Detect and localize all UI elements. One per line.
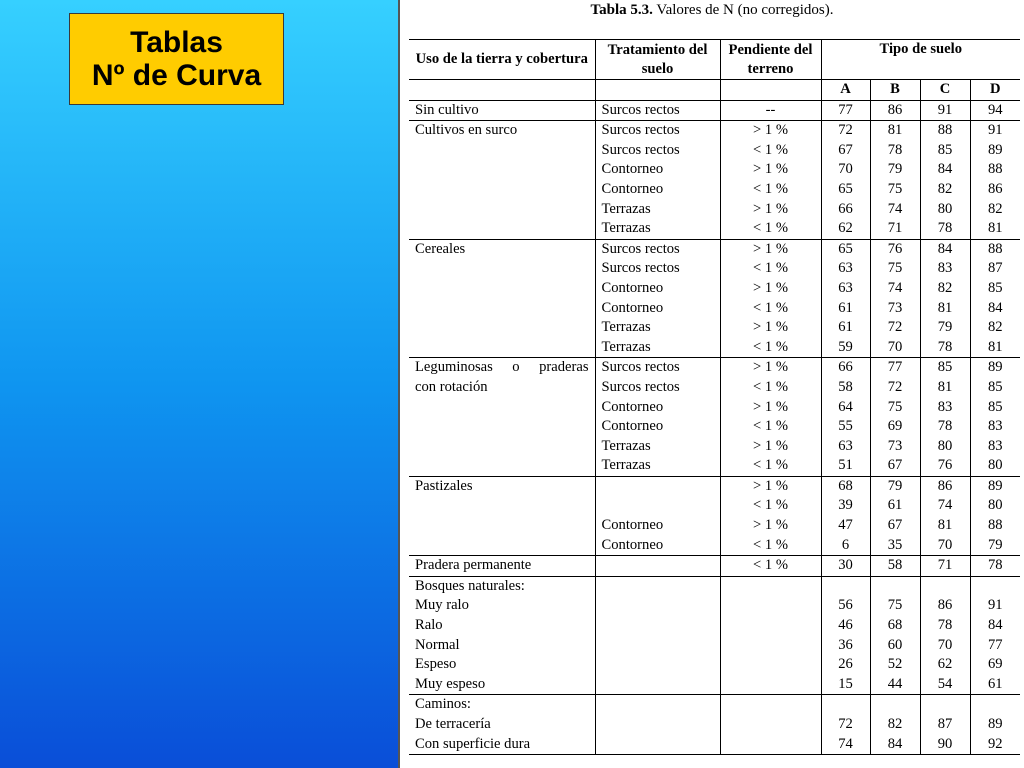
table-caption-text: Valores de N (no corregidos). bbox=[652, 2, 834, 18]
slope-cell: < 1 % bbox=[720, 456, 821, 476]
soil-b-value: 70 bbox=[870, 338, 920, 358]
soil-a-value: 55 bbox=[821, 417, 870, 437]
soil-a-value: 64 bbox=[821, 398, 870, 418]
table-row bbox=[409, 121, 1020, 141]
soil-a-value: 56 bbox=[821, 596, 870, 616]
slope-cell bbox=[720, 596, 821, 616]
soil-a-value: 47 bbox=[821, 516, 870, 536]
table-caption-number: Tabla 5.3. bbox=[590, 2, 653, 18]
header-land-use: Uso de la tierra y cobertura bbox=[409, 40, 595, 80]
soil-d-value: 94 bbox=[970, 100, 1020, 121]
land-use-cell: Leguminosas o praderas bbox=[409, 358, 595, 378]
soil-c-value: 70 bbox=[920, 636, 970, 656]
land-use-cell bbox=[409, 279, 595, 299]
soil-c-value: 81 bbox=[920, 516, 970, 536]
slope-cell bbox=[720, 576, 821, 596]
slope-cell: < 1 % bbox=[720, 338, 821, 358]
soil-b-value: 76 bbox=[870, 239, 920, 259]
soil-b-value: 77 bbox=[870, 358, 920, 378]
soil-a-value: 39 bbox=[821, 496, 870, 516]
soil-c-value: 82 bbox=[920, 180, 970, 200]
treatment-cell: Terrazas bbox=[595, 437, 720, 457]
table-row bbox=[409, 556, 1020, 577]
soil-c-value: 85 bbox=[920, 141, 970, 161]
slope-cell: < 1 % bbox=[720, 417, 821, 437]
land-use-cell: Caminos: bbox=[409, 695, 595, 715]
soil-d-value: 77 bbox=[987, 636, 1003, 653]
soil-d-value: 85 bbox=[987, 378, 1003, 395]
soil-a-value: 61 bbox=[821, 318, 870, 338]
slope-cell: < 1 % bbox=[720, 219, 821, 239]
table-row bbox=[409, 715, 1020, 735]
treatment-cell: Terrazas bbox=[595, 200, 720, 220]
soil-c-value: 88 bbox=[920, 121, 970, 141]
treatment-cell: Contorneo bbox=[595, 299, 720, 319]
soil-c-value: 78 bbox=[920, 417, 970, 437]
land-use-cell bbox=[409, 496, 595, 516]
land-use-cell bbox=[409, 437, 595, 457]
soil-a-value: 72 bbox=[821, 121, 870, 141]
soil-a-value: 74 bbox=[821, 735, 870, 755]
soil-d-value: 82 bbox=[987, 200, 1003, 217]
table-row bbox=[409, 239, 1020, 259]
soil-d-value: 83 bbox=[987, 437, 1003, 454]
soil-d-value: 69 bbox=[987, 656, 1003, 673]
table-row bbox=[409, 338, 1020, 358]
treatment-cell: Contorneo bbox=[595, 417, 720, 437]
soil-d-value: 91 bbox=[987, 597, 1003, 614]
soil-c-value: 90 bbox=[920, 735, 970, 755]
soil-d-value: 88 bbox=[987, 161, 1003, 178]
slope-cell bbox=[720, 675, 821, 695]
treatment-cell bbox=[595, 556, 720, 577]
land-use-cell bbox=[409, 200, 595, 220]
soil-d-value: 81 bbox=[970, 219, 1020, 239]
soil-d-value: 86 bbox=[987, 180, 1003, 197]
header-slope: Pendiente del terreno bbox=[720, 40, 821, 80]
header-soil-a: A bbox=[821, 80, 870, 101]
soil-b-value: 60 bbox=[870, 636, 920, 656]
table-row bbox=[409, 496, 1020, 516]
header-soil-b: B bbox=[870, 80, 920, 101]
soil-c-value: 76 bbox=[920, 456, 970, 476]
table-row bbox=[409, 456, 1020, 476]
soil-c-value: 84 bbox=[920, 160, 970, 180]
slope-cell bbox=[720, 735, 821, 755]
table-caption bbox=[400, 2, 1024, 19]
soil-b-value: 84 bbox=[870, 735, 920, 755]
table-row bbox=[409, 398, 1020, 418]
treatment-cell: Surcos rectos bbox=[595, 121, 720, 141]
soil-c-value: 87 bbox=[920, 715, 970, 735]
soil-b-value: 69 bbox=[870, 417, 920, 437]
slope-cell: < 1 % bbox=[720, 378, 821, 398]
soil-a-value: 63 bbox=[821, 259, 870, 279]
soil-a-value: 15 bbox=[821, 675, 870, 695]
slope-cell: > 1 % bbox=[720, 160, 821, 180]
land-use-cell: Sin cultivo bbox=[409, 100, 595, 121]
soil-c-value: 84 bbox=[920, 239, 970, 259]
slope-cell: < 1 % bbox=[720, 180, 821, 200]
soil-a-value: 51 bbox=[821, 456, 870, 476]
table-row bbox=[409, 695, 1020, 715]
table-row bbox=[409, 200, 1020, 220]
soil-d-value: 80 bbox=[987, 497, 1003, 514]
land-use-cell bbox=[409, 259, 595, 279]
table-body bbox=[409, 100, 1020, 755]
soil-b-value: 52 bbox=[870, 655, 920, 675]
treatment-cell: Surcos rectos bbox=[595, 259, 720, 279]
table-row bbox=[409, 437, 1020, 457]
slope-cell: > 1 % bbox=[720, 358, 821, 378]
land-use-cell bbox=[409, 516, 595, 536]
treatment-cell bbox=[595, 695, 720, 715]
soil-b-value: 86 bbox=[870, 100, 920, 121]
soil-a-value: 65 bbox=[821, 180, 870, 200]
slope-cell: > 1 % bbox=[720, 239, 821, 259]
slope-cell: > 1 % bbox=[720, 279, 821, 299]
soil-c-value: 83 bbox=[920, 398, 970, 418]
land-use-cell: Normal bbox=[409, 636, 595, 656]
soil-b-value bbox=[870, 695, 920, 715]
soil-b-value: 67 bbox=[870, 516, 920, 536]
slope-cell bbox=[720, 715, 821, 735]
table-row bbox=[409, 279, 1020, 299]
treatment-cell bbox=[595, 496, 720, 516]
soil-a-value: 72 bbox=[821, 715, 870, 735]
soil-d-value: 89 bbox=[987, 359, 1003, 376]
slope-cell bbox=[720, 636, 821, 656]
table-row bbox=[409, 516, 1020, 536]
table-row bbox=[409, 636, 1020, 656]
soil-d-value: 78 bbox=[970, 556, 1020, 577]
soil-c-value: 85 bbox=[920, 358, 970, 378]
soil-a-value: 62 bbox=[821, 219, 870, 239]
soil-d-value: 88 bbox=[987, 517, 1003, 534]
soil-d-value: 85 bbox=[987, 398, 1003, 415]
treatment-cell: Surcos rectos bbox=[595, 239, 720, 259]
soil-c-value: 78 bbox=[920, 219, 970, 239]
table-row bbox=[409, 596, 1020, 616]
header-soil-d: D bbox=[970, 80, 1020, 101]
soil-c-value: 80 bbox=[920, 200, 970, 220]
soil-d-value: 91 bbox=[987, 122, 1003, 139]
treatment-cell bbox=[595, 476, 720, 496]
soil-b-value: 67 bbox=[870, 456, 920, 476]
header-soil-c: C bbox=[920, 80, 970, 101]
slope-cell bbox=[720, 695, 821, 715]
slope-cell: < 1 % bbox=[720, 259, 821, 279]
land-use-cell bbox=[409, 536, 595, 556]
soil-a-value: 6 bbox=[821, 536, 870, 556]
treatment-cell bbox=[595, 715, 720, 735]
treatment-cell bbox=[595, 576, 720, 596]
land-use-cell bbox=[409, 456, 595, 476]
table-row bbox=[409, 141, 1020, 161]
soil-d-value: 80 bbox=[970, 456, 1020, 476]
soil-b-value: 72 bbox=[870, 378, 920, 398]
land-use-cell: Cultivos en surco bbox=[409, 121, 595, 141]
soil-a-value: 70 bbox=[821, 160, 870, 180]
soil-a-value: 59 bbox=[821, 338, 870, 358]
land-use-cell: Espeso bbox=[409, 655, 595, 675]
land-use-cell bbox=[409, 299, 595, 319]
soil-d-value: 79 bbox=[970, 536, 1020, 556]
table-row bbox=[409, 100, 1020, 121]
soil-d-value: 81 bbox=[970, 338, 1020, 358]
soil-a-value: 66 bbox=[821, 358, 870, 378]
soil-b-value: 74 bbox=[870, 279, 920, 299]
slope-cell: -- bbox=[720, 100, 821, 121]
soil-d-value: 84 bbox=[987, 617, 1003, 634]
soil-d-value: 61 bbox=[970, 675, 1020, 695]
table-row bbox=[409, 180, 1020, 200]
soil-c-value: 86 bbox=[920, 476, 970, 496]
slope-cell bbox=[720, 655, 821, 675]
document-page bbox=[398, 0, 1024, 768]
header-treatment: Tratamiento del suelo bbox=[595, 40, 720, 80]
soil-a-value: 26 bbox=[821, 655, 870, 675]
soil-b-value: 75 bbox=[870, 596, 920, 616]
land-use-cell: Bosques naturales: bbox=[409, 576, 595, 596]
soil-c-value: 86 bbox=[920, 596, 970, 616]
treatment-cell bbox=[595, 675, 720, 695]
soil-b-value: 78 bbox=[870, 141, 920, 161]
soil-b-value bbox=[870, 576, 920, 596]
land-use-cell: con rotación bbox=[409, 378, 595, 398]
treatment-cell: Contorneo bbox=[595, 536, 720, 556]
soil-c-value: 83 bbox=[920, 259, 970, 279]
slide-title-line2: Nº de Curva bbox=[91, 59, 262, 92]
soil-b-value: 74 bbox=[870, 200, 920, 220]
soil-b-value: 82 bbox=[870, 715, 920, 735]
soil-b-value: 71 bbox=[870, 219, 920, 239]
soil-b-value: 75 bbox=[870, 398, 920, 418]
subheader-empty-treatment bbox=[595, 80, 720, 101]
soil-d-value bbox=[970, 576, 1020, 596]
soil-c-value: 74 bbox=[920, 496, 970, 516]
treatment-cell bbox=[595, 596, 720, 616]
soil-c-value: 54 bbox=[920, 675, 970, 695]
land-use-cell bbox=[409, 417, 595, 437]
treatment-cell bbox=[595, 616, 720, 636]
soil-b-value: 61 bbox=[870, 496, 920, 516]
table-subheader-row bbox=[409, 80, 1020, 101]
soil-a-value: 46 bbox=[821, 616, 870, 636]
slope-cell bbox=[720, 616, 821, 636]
land-use-cell: Cereales bbox=[409, 239, 595, 259]
treatment-cell: Contorneo bbox=[595, 279, 720, 299]
slope-cell: > 1 % bbox=[720, 200, 821, 220]
treatment-cell: Surcos rectos bbox=[595, 378, 720, 398]
treatment-cell: Contorneo bbox=[595, 516, 720, 536]
land-use-cell bbox=[409, 398, 595, 418]
land-use-cell bbox=[409, 338, 595, 358]
slope-cell: < 1 % bbox=[720, 496, 821, 516]
treatment-cell bbox=[595, 735, 720, 755]
slope-cell: < 1 % bbox=[720, 141, 821, 161]
table-row bbox=[409, 160, 1020, 180]
land-use-cell: Pastizales bbox=[409, 476, 595, 496]
table-header-row bbox=[409, 40, 1020, 80]
slope-cell: < 1 % bbox=[720, 299, 821, 319]
table-row bbox=[409, 735, 1020, 755]
land-use-cell: Con superficie dura bbox=[409, 735, 595, 755]
slope-cell: < 1 % bbox=[720, 536, 821, 556]
slope-cell: > 1 % bbox=[720, 476, 821, 496]
slope-cell: > 1 % bbox=[720, 398, 821, 418]
soil-c-value bbox=[920, 695, 970, 715]
slide-title-line1: Tablas bbox=[130, 26, 223, 59]
table-row bbox=[409, 299, 1020, 319]
land-use-cell: Muy espeso bbox=[409, 675, 595, 695]
treatment-cell: Contorneo bbox=[595, 160, 720, 180]
soil-d-value bbox=[970, 695, 1020, 715]
table-row bbox=[409, 576, 1020, 596]
table-row bbox=[409, 655, 1020, 675]
soil-b-value: 68 bbox=[870, 616, 920, 636]
table-row bbox=[409, 358, 1020, 378]
slope-cell: > 1 % bbox=[720, 516, 821, 536]
curve-number-table bbox=[409, 39, 1020, 755]
treatment-cell: Terrazas bbox=[595, 219, 720, 239]
land-use-cell: Muy ralo bbox=[409, 596, 595, 616]
soil-a-value: 63 bbox=[821, 279, 870, 299]
soil-a-value: 58 bbox=[821, 378, 870, 398]
soil-c-value: 91 bbox=[920, 100, 970, 121]
soil-a-value bbox=[821, 695, 870, 715]
slope-cell: > 1 % bbox=[720, 437, 821, 457]
soil-c-value: 81 bbox=[920, 378, 970, 398]
table-row bbox=[409, 616, 1020, 636]
header-soil-type: Tipo de suelo bbox=[821, 40, 1020, 80]
subheader-empty-use bbox=[409, 80, 595, 101]
soil-d-value: 92 bbox=[970, 735, 1020, 755]
treatment-cell: Contorneo bbox=[595, 398, 720, 418]
soil-a-value: 68 bbox=[821, 476, 870, 496]
land-use-cell bbox=[409, 318, 595, 338]
land-use-cell bbox=[409, 160, 595, 180]
soil-b-value: 44 bbox=[870, 675, 920, 695]
table-row bbox=[409, 417, 1020, 437]
table-row bbox=[409, 219, 1020, 239]
land-use-cell bbox=[409, 180, 595, 200]
soil-c-value: 71 bbox=[920, 556, 970, 577]
land-use-cell: De terracería bbox=[409, 715, 595, 735]
table-row bbox=[409, 536, 1020, 556]
slide-title-box bbox=[69, 13, 284, 105]
soil-a-value: 30 bbox=[821, 556, 870, 577]
soil-a-value: 66 bbox=[821, 200, 870, 220]
soil-d-value: 82 bbox=[987, 319, 1003, 336]
table-row bbox=[409, 675, 1020, 695]
soil-d-value: 89 bbox=[987, 141, 1003, 158]
slope-cell: > 1 % bbox=[720, 318, 821, 338]
soil-d-value: 85 bbox=[987, 279, 1003, 296]
soil-d-value: 89 bbox=[987, 716, 1003, 732]
soil-c-value: 82 bbox=[920, 279, 970, 299]
soil-c-value bbox=[920, 576, 970, 596]
land-use-cell bbox=[409, 141, 595, 161]
soil-b-value: 35 bbox=[870, 536, 920, 556]
treatment-cell: Contorneo bbox=[595, 180, 720, 200]
soil-a-value: 36 bbox=[821, 636, 870, 656]
treatment-cell: Terrazas bbox=[595, 318, 720, 338]
treatment-cell bbox=[595, 636, 720, 656]
subheader-empty-slope bbox=[720, 80, 821, 101]
soil-c-value: 81 bbox=[920, 299, 970, 319]
soil-b-value: 73 bbox=[870, 299, 920, 319]
land-use-cell bbox=[409, 219, 595, 239]
table-row bbox=[409, 318, 1020, 338]
soil-a-value: 67 bbox=[821, 141, 870, 161]
table-row bbox=[409, 476, 1020, 496]
treatment-cell: Surcos rectos bbox=[595, 100, 720, 121]
treatment-cell: Terrazas bbox=[595, 338, 720, 358]
soil-b-value: 81 bbox=[870, 121, 920, 141]
land-use-cell: Ralo bbox=[409, 616, 595, 636]
soil-a-value: 61 bbox=[821, 299, 870, 319]
soil-b-value: 58 bbox=[870, 556, 920, 577]
table-row bbox=[409, 259, 1020, 279]
soil-c-value: 78 bbox=[920, 616, 970, 636]
soil-c-value: 80 bbox=[920, 437, 970, 457]
soil-c-value: 70 bbox=[920, 536, 970, 556]
soil-c-value: 62 bbox=[920, 655, 970, 675]
soil-b-value: 72 bbox=[870, 318, 920, 338]
treatment-cell: Terrazas bbox=[595, 456, 720, 476]
soil-a-value: 63 bbox=[821, 437, 870, 457]
soil-a-value: 77 bbox=[821, 100, 870, 121]
soil-b-value: 79 bbox=[870, 476, 920, 496]
soil-b-value: 75 bbox=[870, 180, 920, 200]
treatment-cell: Surcos rectos bbox=[595, 358, 720, 378]
soil-d-value: 83 bbox=[987, 418, 1003, 435]
soil-c-value: 78 bbox=[920, 338, 970, 358]
soil-a-value bbox=[821, 576, 870, 596]
soil-d-value: 89 bbox=[987, 477, 1003, 494]
land-use-cell: Pradera permanente bbox=[409, 556, 595, 577]
soil-b-value: 79 bbox=[870, 160, 920, 180]
soil-c-value: 79 bbox=[920, 318, 970, 338]
table-row bbox=[409, 378, 1020, 398]
soil-b-value: 75 bbox=[870, 259, 920, 279]
soil-d-value: 87 bbox=[987, 260, 1003, 277]
soil-d-value: 84 bbox=[987, 299, 1003, 316]
soil-a-value: 65 bbox=[821, 239, 870, 259]
soil-b-value: 73 bbox=[870, 437, 920, 457]
slope-cell: > 1 % bbox=[720, 121, 821, 141]
treatment-cell: Surcos rectos bbox=[595, 141, 720, 161]
treatment-cell bbox=[595, 655, 720, 675]
slope-cell: < 1 % bbox=[720, 556, 821, 577]
soil-d-value: 88 bbox=[987, 240, 1003, 257]
